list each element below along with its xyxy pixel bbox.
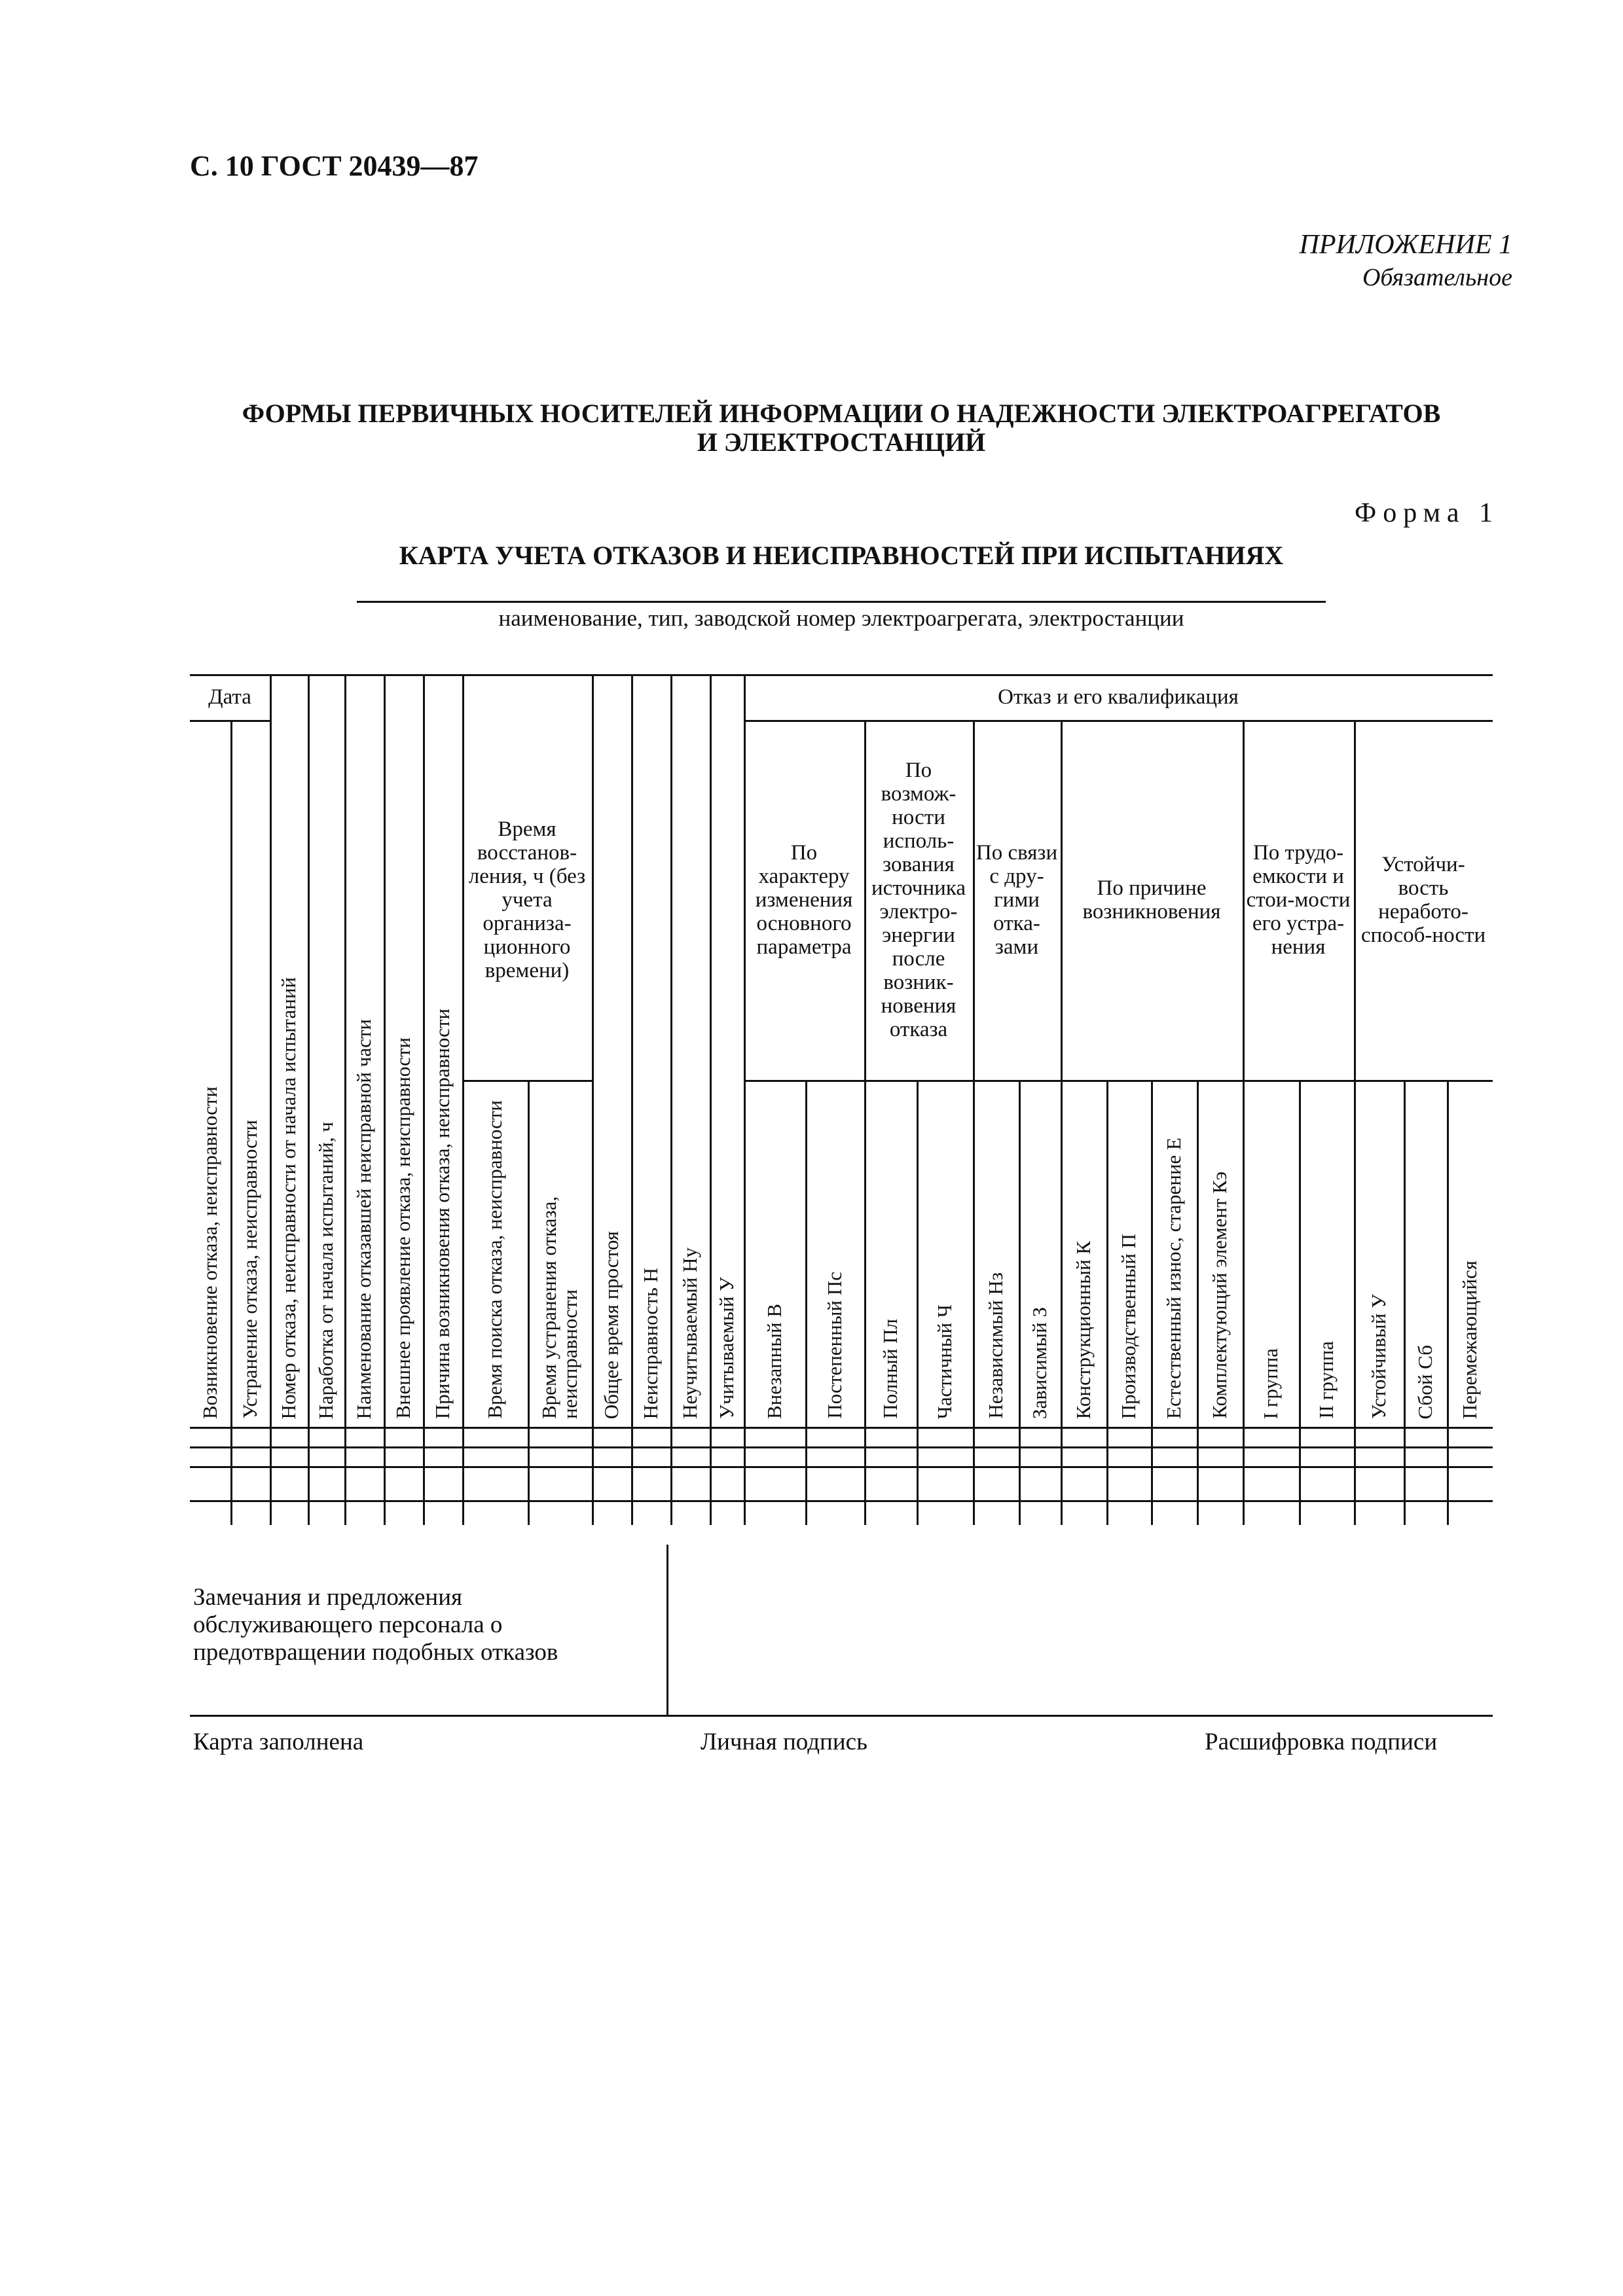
header-restore-time: Время восстанов-ления, ч (без учета организа-ционного времени) <box>468 817 586 982</box>
document-title <box>190 399 1493 457</box>
column-rule <box>344 674 346 1525</box>
column-header-6 <box>384 679 423 1419</box>
header-failure-qualification: Отказ и его квалификация <box>998 685 1239 709</box>
column-rule <box>462 674 464 1525</box>
card-title: КАРТА УЧЕТА ОТКАЗОВ И НЕИСПРАВНОСТЕЙ ПРИ ИСПЫТАНИЯХ <box>399 541 1284 570</box>
column-rule <box>384 674 386 1525</box>
column-rule <box>528 1080 530 1525</box>
column-header-text: Устранение отказа, неисправности <box>238 1120 261 1419</box>
group-header-1: По характеру изменения основного параметра <box>755 841 853 959</box>
column-rule <box>1354 720 1356 1525</box>
column-rule <box>1243 720 1245 1525</box>
column-rule <box>592 674 594 1525</box>
group-header-3: По связи с дру-гими отка-зами <box>976 841 1058 959</box>
column-header-19 <box>1019 1085 1061 1419</box>
column-rule <box>670 674 672 1525</box>
column-rule <box>631 674 633 1525</box>
column-header-17 <box>917 1085 973 1419</box>
column-rule <box>270 674 272 1525</box>
column-rule <box>1299 1080 1301 1525</box>
column-header-text: Причина возникновения отказа, неисправности <box>431 1008 454 1419</box>
column-header-text: Сбой Сб <box>1413 1344 1436 1419</box>
column-header-text: Время устранения отказа, неисправности <box>538 1196 581 1419</box>
column-header-text: Учитываемый У <box>715 1277 738 1419</box>
column-header-text: Зависимый З <box>1028 1306 1051 1419</box>
column-rule <box>710 674 712 1525</box>
column-header-26 <box>1354 1085 1404 1419</box>
group-sub-rule <box>744 1080 1493 1082</box>
column-header-16 <box>864 1085 917 1419</box>
date-sub-rule <box>190 720 270 722</box>
column-rule <box>805 1080 807 1525</box>
column-header-text: Наработка от начала испытаний, ч <box>314 1121 337 1419</box>
column-header-text: Общее время простоя <box>600 1230 623 1419</box>
column-header-1 <box>190 725 230 1419</box>
column-header-2 <box>230 725 270 1419</box>
column-rule <box>1197 1080 1199 1525</box>
remarks-divider <box>666 1545 668 1715</box>
column-header-text: Производственный П <box>1117 1233 1140 1419</box>
column-header-text: Устойчивый У <box>1367 1293 1390 1419</box>
column-header-text: Постепенный Пс <box>823 1272 846 1419</box>
column-header-28 <box>1447 1085 1493 1419</box>
column-header-text: Независимый Нз <box>984 1272 1007 1419</box>
column-header-text: Полный Пл <box>879 1319 902 1419</box>
remarks-bottom-rule <box>190 1715 1493 1717</box>
group-header-6: Устойчи-вость неработо-способ-ности <box>1360 853 1486 947</box>
restore-sub-rule <box>462 1080 592 1082</box>
column-header-text: Внезапный В <box>763 1303 786 1419</box>
column-header-3 <box>270 679 308 1419</box>
column-header-text: II группа <box>1315 1341 1338 1419</box>
column-header-11 <box>631 679 670 1419</box>
column-rule <box>973 720 975 1525</box>
column-header-text: Естественный износ, старение Е <box>1162 1138 1185 1419</box>
column-rule <box>423 674 425 1525</box>
personal-signature-label: Личная подпись <box>701 1729 867 1755</box>
column-header-text: I группа <box>1259 1348 1282 1419</box>
column-header-21 <box>1106 1085 1151 1419</box>
column-header-23 <box>1197 1085 1243 1419</box>
appendix-block <box>1231 229 1512 292</box>
column-header-text: Комплектующий элемент Кэ <box>1208 1172 1231 1419</box>
column-header-7 <box>423 679 462 1419</box>
column-header-text: Возникновение отказа, неисправности <box>198 1086 221 1419</box>
column-header-8 <box>462 1085 528 1419</box>
group-header-5: По трудо-емкости и стои-мости его устра-нения <box>1246 841 1351 959</box>
document-title-line-1: ФОРМЫ ПЕРВИЧНЫХ НОСИТЕЛЕЙ ИНФОРМАЦИИ О НАДЕЖНОСТИ ЭЛЕКТРОАГРЕГАТОВ <box>242 399 1441 428</box>
column-header-18 <box>973 1085 1019 1419</box>
column-rule <box>1151 1080 1153 1525</box>
column-header-25 <box>1299 1085 1354 1419</box>
column-header-10 <box>592 679 631 1419</box>
column-rule <box>1404 1080 1406 1525</box>
column-header-27 <box>1404 1085 1447 1419</box>
header-date: Дата <box>208 685 251 709</box>
column-header-text: Конструкционный К <box>1072 1240 1095 1419</box>
column-rule <box>864 720 866 1525</box>
column-header-4 <box>308 679 344 1419</box>
remarks-label: Замечания и предложения обслуживающего персонала о предотвращении подобных отказов <box>193 1584 558 1666</box>
column-rule <box>1447 1080 1449 1525</box>
failure-sub-rule <box>744 720 1493 722</box>
column-rule <box>1106 1080 1108 1525</box>
name-fill-line <box>357 601 1326 603</box>
name-caption: наименование, тип, заводской номер электроагрегата, электростанции <box>498 605 1184 631</box>
failure-record-table <box>190 674 1493 1532</box>
column-header-13 <box>710 679 744 1419</box>
column-rule <box>1061 720 1063 1525</box>
column-header-22 <box>1151 1085 1197 1419</box>
group-header-2: По возмож-ности исполь-зования источника электро-энергии после возник-новения отказа <box>871 759 966 1041</box>
column-rule <box>308 674 310 1525</box>
column-header-text: Внешнее проявление отказа, неисправности <box>392 1037 414 1419</box>
column-rule <box>230 720 232 1525</box>
column-header-14 <box>744 1085 805 1419</box>
column-header-text: Неучитываемый Ну <box>678 1247 701 1419</box>
column-header-20 <box>1061 1085 1106 1419</box>
column-header-text: Номер отказа, неисправности от начала испытаний <box>277 977 300 1419</box>
form-number: Форма 1 <box>1355 498 1499 528</box>
column-header-15 <box>805 1085 864 1419</box>
card-filled-label: Карта заполнена <box>193 1729 364 1755</box>
page-header: С. 10 ГОСТ 20439—87 <box>190 150 479 182</box>
column-header-5 <box>344 679 384 1419</box>
appendix-status: Обязательное <box>1362 264 1512 291</box>
column-header-text: Наименование отказавшей неисправной части <box>352 1018 375 1419</box>
column-header-9 <box>528 1085 592 1419</box>
document-title-line-2: И ЭЛЕКТРОСТАНЦИЙ <box>697 427 986 457</box>
appendix-label: ПРИЛОЖЕНИЕ 1 <box>1299 230 1512 260</box>
group-header-4: По причине возникновения <box>1082 876 1221 924</box>
column-header-text: Время поиска отказа, неисправности <box>483 1100 506 1419</box>
column-rule <box>1019 1080 1021 1525</box>
signature-decoding-label: Расшифровка подписи <box>1205 1729 1438 1755</box>
column-header-text: Перемежающийся <box>1458 1260 1481 1419</box>
column-header-24 <box>1243 1085 1299 1419</box>
column-header-12 <box>670 679 710 1419</box>
column-rule <box>917 1080 919 1525</box>
column-header-text: Частичный Ч <box>933 1304 956 1419</box>
column-rule <box>744 674 746 1525</box>
column-header-text: Неисправность Н <box>639 1267 662 1419</box>
